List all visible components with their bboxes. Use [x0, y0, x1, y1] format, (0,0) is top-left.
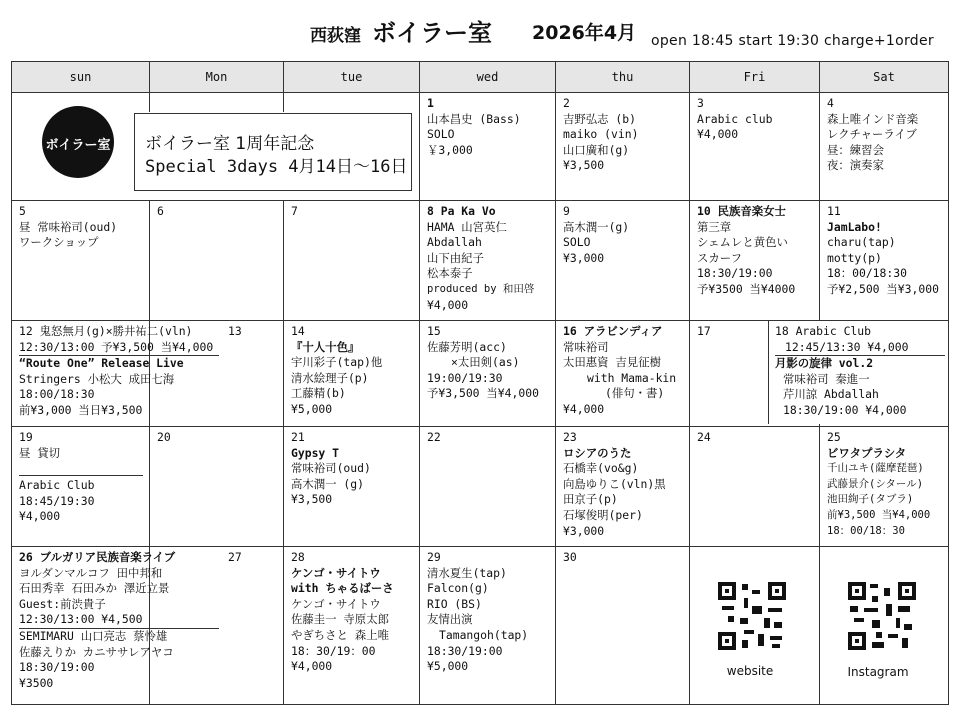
weekday-header-row	[12, 62, 949, 93]
place-name: 西荻窪	[310, 26, 361, 46]
qr-module	[752, 606, 762, 614]
tue-divider-partial	[283, 92, 284, 112]
qr-finder	[768, 582, 786, 600]
qr-finder	[718, 582, 736, 600]
day-cell-24: 24	[690, 427, 820, 547]
day-cell-30: 30	[556, 547, 690, 705]
day-cell-17: 17	[690, 321, 820, 427]
weekday-thu: thu	[556, 62, 690, 93]
week-row-5	[12, 547, 949, 705]
anniversary-title: ボイラー室 1周年記念	[145, 134, 315, 154]
day-cell-15: 15 佐藤芳明(acc) ×太田剣(as) 19:00/19:30 予¥3,500 当¥4,000	[420, 321, 556, 427]
qr-module	[884, 588, 890, 596]
qr-module	[888, 634, 898, 638]
anniversary-box	[134, 113, 412, 191]
day-cell-29: 29 清水夏生(tap) Falcon(g) RIO (BS) 友情出演 Tamangoh(tap) 18:30/19:00 ¥5,000	[420, 547, 556, 705]
weekday-mon: Mon	[150, 62, 284, 93]
instagram-label: Instagram	[847, 665, 909, 679]
day-cell-3: 3 Arabic club ¥4,000	[690, 93, 820, 201]
qr-module	[772, 644, 780, 648]
qr-module	[764, 618, 770, 628]
day-cell-16: 16 アラビンディア 常味裕司 太田惠資 吉見征樹 with Mama-kin (俳句・書) ¥4,000	[556, 321, 690, 427]
qr-module	[850, 606, 858, 612]
day-cell-4: 4 森上唯インド音楽 レクチャーライブ 昼：練習会 夜：演奏家	[820, 93, 949, 201]
day-cell-2: 2 吉野弘志 (b) maiko (vin) 山口廣和(g) ¥3,500	[556, 93, 690, 201]
day-cell-14: 14 『十人十色』 宇川彩子(tap)他 清水絵理子(p) 工藤精(b) ¥5,000	[284, 321, 420, 427]
qr-module	[758, 634, 764, 646]
day-cell-27: 27	[150, 547, 284, 705]
qr-module	[896, 618, 900, 628]
qr-finder	[718, 632, 736, 650]
day-cell-10: 10 民族音楽女士 第三章 シェムレと黄色い スカーフ 18:30/19:00 予¥3500 当¥4000	[690, 201, 820, 321]
qr-module	[728, 616, 734, 622]
day-cell-19: 19 昼 貸切 Arabic Club 18:45/19:30 ¥4,000	[12, 427, 150, 547]
day-cell-7: 7	[284, 201, 420, 321]
weekday-sat: Sat	[820, 62, 949, 93]
qr-finder	[848, 632, 866, 650]
day-cell-6: 6	[150, 201, 284, 321]
week-row-3	[12, 321, 949, 427]
qr-module	[770, 636, 782, 640]
instagram-qr-code[interactable]	[848, 582, 916, 650]
qr-module	[742, 584, 748, 590]
weekday-fri: Fri	[690, 62, 820, 93]
day-cell-12: 12 鬼怒無月(g)×勝井祐二(vln) 12:30/13:00 予¥3,500 当¥4,000 “Route One” Release Live Stringers 小松大 成田七海 18:00/18:30 前¥3,000 当日¥3,500	[12, 321, 150, 427]
week-row-2	[12, 201, 949, 321]
qr-module	[872, 642, 884, 648]
qr-module	[854, 618, 864, 622]
qr-module	[742, 640, 748, 648]
day-cell-21: 21 Gypsy T 常味裕司(oud) 高木潤一 (g) ¥3,500	[284, 427, 420, 547]
website-label: website	[726, 664, 774, 678]
anniversary-dates: Special 3days 4月14日〜16日	[145, 157, 408, 177]
week-row-4	[12, 427, 949, 547]
qr-module	[886, 604, 892, 616]
month-title: 2026年4月	[532, 22, 637, 44]
qr-module	[876, 632, 882, 638]
cell-divider	[19, 475, 143, 476]
qr-module	[722, 606, 734, 610]
day-cell-13: 13	[150, 321, 284, 427]
venue-logo: ボイラー室	[42, 106, 114, 178]
qr-module	[904, 624, 912, 630]
mon-divider-partial	[149, 92, 150, 112]
qr-module	[740, 618, 748, 624]
day-cell-8: 8 Pa Ka Vo HAMA 山宮英仁 Abdallah 山下由紀子 松本泰子 produced by 和田啓 ¥4,000	[420, 201, 556, 321]
website-qr-code[interactable]	[718, 582, 786, 650]
weekday-tue: tue	[284, 62, 420, 93]
day-cell-25: 25 ビワタプラシタ 千山ユキ(薩摩琵琶) 武藤景介(シタール) 池田絢子(タブラ) 前¥3,500 当¥4,000 18：00/18：30	[820, 427, 949, 547]
day-cell-5: 5 昼 常味裕司(oud) ワークショップ	[12, 201, 150, 321]
day-cell-11: 11 JamLabo! charu(tap) motty(p) 18：00/18:30 予¥2,500 当¥3,000	[820, 201, 949, 321]
qr-module	[774, 622, 782, 628]
day-cell-28: 28 ケンゴ・サイトウ with ちゃるばーさ ケンゴ・サイトウ 佐藤圭一 寺原太郎 やぎちさと 森上唯 18：30/19：00 ¥4,000	[284, 547, 420, 705]
qr-module	[902, 638, 908, 648]
qr-finder	[898, 582, 916, 600]
day-cell-9: 9 高木潤一(g) SOLO ¥3,000	[556, 201, 690, 321]
qr-module	[864, 608, 878, 612]
qr-module	[744, 598, 748, 608]
day-cell-23: 23 ロシアのうた 石橋幸(vo&g) 向島ゆりこ(vln)黒 田京子(p) 石塚俊明(per) ¥3,000	[556, 427, 690, 547]
qr-module	[768, 608, 782, 612]
day-cell-22: 22	[420, 427, 556, 547]
day-cell-18: 18 Arabic Club 12:45/13:30 ¥4,000 月影の旋律 vol.2 常味裕司 秦進一 芹川諒 Abdallah 18:30/19:00 ¥4,000	[820, 321, 949, 427]
page-header	[0, 0, 960, 60]
qr-module	[898, 606, 910, 612]
weekday-sun: sun	[12, 62, 150, 93]
qr-module	[872, 596, 878, 602]
open-start-info: open 18:45 start 19:30 charge+1order	[651, 33, 934, 49]
weekday-wed: wed	[420, 62, 556, 93]
qr-module	[872, 620, 880, 628]
qr-module	[752, 590, 760, 594]
qr-finder	[848, 582, 866, 600]
day-cell-26: 26 ブルガリア民族音楽ライブ ヨルダンマルコフ 田中邦和 石田秀幸 石田みか 澤近立景 Guest:前渋貴子 12:30/13:00 ¥4,500 SEMIMARU 山口亮志 蔡怜雄 佐藤えりか カニササレアヤコ 18:30/19:00 ¥3500	[12, 547, 150, 705]
qr-module	[744, 630, 754, 634]
venue-name: ボイラー室	[372, 19, 492, 47]
qr-module	[870, 584, 878, 588]
day-cell-1: 1 山本昌史 (Bass) SOLO ￥3,000	[420, 93, 556, 201]
day-cell-20: 20	[150, 427, 284, 547]
